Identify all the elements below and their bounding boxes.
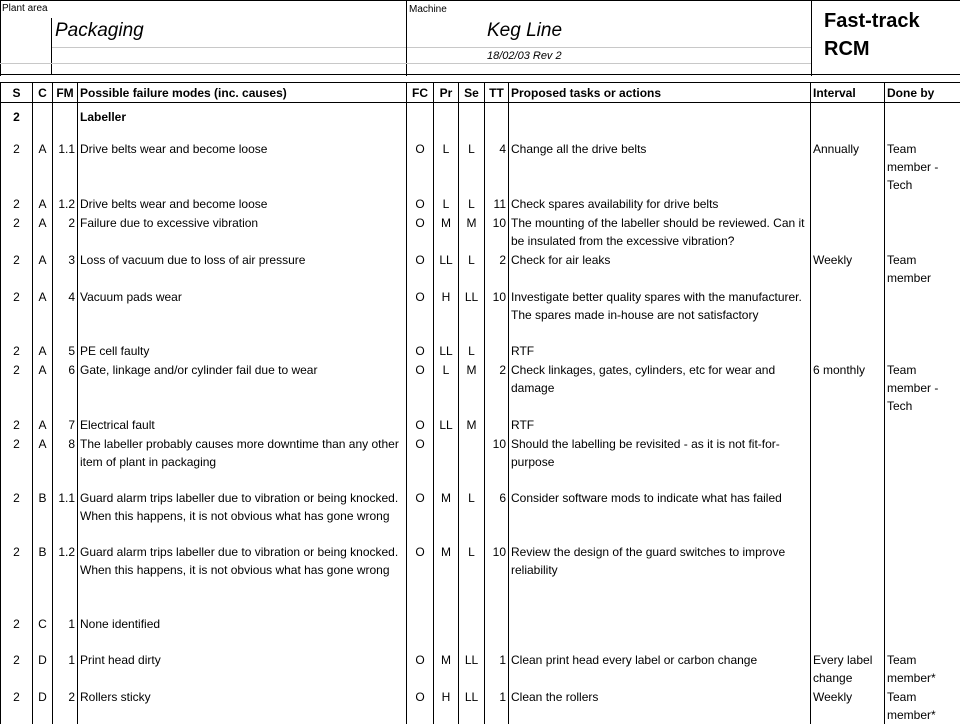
cell-fc: O bbox=[407, 488, 434, 542]
cell-fc: O bbox=[407, 341, 434, 360]
cell-failure-mode: PE cell faulty bbox=[78, 341, 407, 360]
column-header: Possible failure modes (inc. causes) bbox=[78, 83, 407, 103]
cell-done-by bbox=[885, 415, 960, 434]
header-gridline bbox=[0, 63, 811, 64]
cell-fc: O bbox=[407, 434, 434, 488]
cell-c: A bbox=[33, 250, 53, 287]
cell-pr: L bbox=[434, 139, 459, 194]
header-gridline bbox=[52, 47, 406, 48]
column-header: C bbox=[33, 83, 53, 103]
cell-done-by bbox=[885, 614, 960, 650]
cell-tt: 4 bbox=[485, 139, 509, 194]
cell-c: B bbox=[33, 488, 53, 542]
cell-failure-mode: Drive belts wear and become loose bbox=[78, 139, 407, 194]
cell-proposed-task: Check for air leaks bbox=[509, 250, 811, 287]
cell-pr: L bbox=[434, 360, 459, 415]
column-header: Proposed tasks or actions bbox=[509, 83, 811, 103]
table-row bbox=[1, 139, 960, 194]
header-top-border bbox=[0, 0, 960, 1]
cell-fm: 3 bbox=[53, 250, 78, 287]
cell-proposed-task: Review the design of the guard switches to improve reliability bbox=[509, 542, 811, 614]
cell-interval bbox=[811, 542, 885, 614]
cell-failure-mode: Rollers sticky bbox=[78, 687, 407, 724]
cell-proposed-task: Consider software mods to indicate what has failed bbox=[509, 488, 811, 542]
cell-se: M bbox=[459, 415, 485, 434]
cell-failure-mode: Loss of vacuum due to loss of air pressure bbox=[78, 250, 407, 287]
cell-proposed-task: The mounting of the labeller should be reviewed. Can it be insulated from the excessive vibration? bbox=[509, 213, 811, 250]
cell-s: 2 bbox=[1, 687, 33, 724]
column-header: TT bbox=[485, 83, 509, 103]
document-header bbox=[0, 0, 960, 76]
cell-done-by bbox=[885, 194, 960, 213]
cell-interval bbox=[811, 287, 885, 341]
cell-fm: 1.2 bbox=[53, 542, 78, 614]
table-row bbox=[1, 250, 960, 287]
cell-se: L bbox=[459, 194, 485, 213]
cell-fc: O bbox=[407, 139, 434, 194]
table-row bbox=[1, 542, 960, 614]
cell-pr bbox=[434, 614, 459, 650]
cell-tt: 10 bbox=[485, 213, 509, 250]
brand-title-line1: Fast-track bbox=[824, 9, 920, 33]
cell-interval bbox=[811, 415, 885, 434]
plant-area-value: Packaging bbox=[55, 20, 144, 42]
cell-proposed-task: RTF bbox=[509, 415, 811, 434]
cell-proposed-task: Should the labelling be revisited - as it is not fit-for-purpose bbox=[509, 434, 811, 488]
cell-failure-mode: Failure due to excessive vibration bbox=[78, 213, 407, 250]
cell-proposed-task: Clean print head every label or carbon change bbox=[509, 650, 811, 687]
cell-fm: 4 bbox=[53, 287, 78, 341]
cell-s: 2 bbox=[1, 287, 33, 341]
cell-c: A bbox=[33, 287, 53, 341]
cell-done-by bbox=[885, 488, 960, 542]
table-row bbox=[1, 687, 960, 724]
cell-c: A bbox=[33, 434, 53, 488]
cell-failure-mode: Guard alarm trips labeller due to vibration or being knocked. When this happens, it is not obvious what has gone wrong bbox=[78, 542, 407, 614]
cell-tt: 11 bbox=[485, 194, 509, 213]
cell-s: 2 bbox=[1, 488, 33, 542]
cell-fm: 1 bbox=[53, 614, 78, 650]
cell-se: M bbox=[459, 213, 485, 250]
table-row bbox=[1, 434, 960, 488]
cell-fm: 1.1 bbox=[53, 139, 78, 194]
table-row bbox=[1, 194, 960, 213]
cell-c: B bbox=[33, 542, 53, 614]
cell-interval: 6 monthly bbox=[811, 360, 885, 415]
cell-failure-mode: Drive belts wear and become loose bbox=[78, 194, 407, 213]
cell-tt: 1 bbox=[485, 650, 509, 687]
cell-failure-mode: Gate, linkage and/or cylinder fail due to wear bbox=[78, 360, 407, 415]
cell-failure-mode: Guard alarm trips labeller due to vibration or being knocked. When this happens, it is not obvious what has gone wrong bbox=[78, 488, 407, 542]
cell-se: L bbox=[459, 542, 485, 614]
cell-tt: 6 bbox=[485, 488, 509, 542]
cell-interval bbox=[811, 434, 885, 488]
plant-area-label: Plant area bbox=[2, 3, 48, 14]
cell-tt: 1 bbox=[485, 687, 509, 724]
cell-s: 2 bbox=[1, 434, 33, 488]
cell-fm: 8 bbox=[53, 434, 78, 488]
cell-interval: Every label change bbox=[811, 650, 885, 687]
cell-s: 2 bbox=[1, 213, 33, 250]
cell-fm: 5 bbox=[53, 341, 78, 360]
cell-fc: O bbox=[407, 194, 434, 213]
cell-done-by bbox=[885, 287, 960, 341]
cell-se: L bbox=[459, 341, 485, 360]
cell-s: 2 bbox=[1, 250, 33, 287]
cell-s: 2 bbox=[1, 341, 33, 360]
table-row bbox=[1, 341, 960, 360]
cell-se: L bbox=[459, 139, 485, 194]
cell-c: D bbox=[33, 650, 53, 687]
cell-failure-mode: Vacuum pads wear bbox=[78, 287, 407, 341]
header-divider bbox=[811, 0, 812, 76]
cell-c: A bbox=[33, 194, 53, 213]
cell-fc: O bbox=[407, 415, 434, 434]
cell-proposed-task: Check linkages, gates, cylinders, etc for wear and damage bbox=[509, 360, 811, 415]
cell-c: D bbox=[33, 687, 53, 724]
cell-se: LL bbox=[459, 650, 485, 687]
cell-done-by bbox=[885, 542, 960, 614]
cell-s: 2 bbox=[1, 650, 33, 687]
cell-done-by: Team member* bbox=[885, 650, 960, 687]
column-header: Se bbox=[459, 83, 485, 103]
cell-fc bbox=[407, 614, 434, 650]
section-title: Labeller bbox=[78, 103, 407, 139]
cell-pr: L bbox=[434, 194, 459, 213]
column-header: FC bbox=[407, 83, 434, 103]
cell-done-by bbox=[885, 434, 960, 488]
cell-c: A bbox=[33, 139, 53, 194]
column-header: S bbox=[1, 83, 33, 103]
cell-fc: O bbox=[407, 650, 434, 687]
cell-failure-mode: None identified bbox=[78, 614, 407, 650]
cell-se: L bbox=[459, 250, 485, 287]
header-gridline bbox=[407, 47, 811, 48]
cell-proposed-task bbox=[509, 614, 811, 650]
cell-s: 2 bbox=[1, 415, 33, 434]
cell-interval bbox=[811, 213, 885, 250]
cell-proposed-task: Clean the rollers bbox=[509, 687, 811, 724]
cell-pr: M bbox=[434, 542, 459, 614]
cell-se: L bbox=[459, 488, 485, 542]
cell-proposed-task: RTF bbox=[509, 341, 811, 360]
cell-fm: 2 bbox=[53, 213, 78, 250]
cell-tt: 2 bbox=[485, 250, 509, 287]
cell-pr: LL bbox=[434, 250, 459, 287]
cell-interval bbox=[811, 614, 885, 650]
cell-fc: O bbox=[407, 360, 434, 415]
cell-interval bbox=[811, 194, 885, 213]
cell-proposed-task: Check spares availability for drive belts bbox=[509, 194, 811, 213]
cell-pr: M bbox=[434, 488, 459, 542]
cell-c: A bbox=[33, 360, 53, 415]
cell-fm: 6 bbox=[53, 360, 78, 415]
table-body bbox=[1, 103, 960, 724]
cell-fc: O bbox=[407, 687, 434, 724]
cell-interval: Annually bbox=[811, 139, 885, 194]
cell-proposed-task: Change all the drive belts bbox=[509, 139, 811, 194]
cell-tt: 10 bbox=[485, 542, 509, 614]
cell-c: A bbox=[33, 341, 53, 360]
table-row bbox=[1, 287, 960, 341]
cell-interval bbox=[811, 488, 885, 542]
cell-s: 2 bbox=[1, 139, 33, 194]
cell-se bbox=[459, 614, 485, 650]
machine-label: Machine bbox=[409, 4, 447, 15]
cell-tt bbox=[485, 415, 509, 434]
cell-pr: LL bbox=[434, 341, 459, 360]
cell-tt bbox=[485, 614, 509, 650]
column-header: Interval bbox=[811, 83, 885, 103]
cell-s: 2 bbox=[1, 542, 33, 614]
cell-c: A bbox=[33, 415, 53, 434]
header-bottom-border bbox=[0, 74, 960, 75]
table-row bbox=[1, 360, 960, 415]
cell-failure-mode: The labeller probably causes more downtime than any other item of plant in packaging bbox=[78, 434, 407, 488]
cell-pr: H bbox=[434, 287, 459, 341]
cell-pr: M bbox=[434, 650, 459, 687]
header-divider bbox=[406, 0, 407, 76]
cell-s: 2 bbox=[1, 194, 33, 213]
cell-fc: O bbox=[407, 250, 434, 287]
cell-s: 2 bbox=[1, 360, 33, 415]
cell-tt: 10 bbox=[485, 434, 509, 488]
section-number: 2 bbox=[1, 103, 33, 139]
cell-fm: 2 bbox=[53, 687, 78, 724]
column-header-row bbox=[1, 83, 960, 103]
document-date-revision: 18/02/03 Rev 2 bbox=[487, 50, 562, 62]
table-row bbox=[1, 650, 960, 687]
cell-interval bbox=[811, 341, 885, 360]
cell-tt bbox=[485, 341, 509, 360]
cell-done-by bbox=[885, 341, 960, 360]
cell-pr: M bbox=[434, 213, 459, 250]
cell-tt: 10 bbox=[485, 287, 509, 341]
cell-fc: O bbox=[407, 213, 434, 250]
rcm-analysis-table bbox=[0, 82, 960, 724]
cell-pr bbox=[434, 434, 459, 488]
cell-fc: O bbox=[407, 542, 434, 614]
cell-c: A bbox=[33, 213, 53, 250]
cell-interval: Weekly bbox=[811, 687, 885, 724]
cell-fm: 1.1 bbox=[53, 488, 78, 542]
cell-proposed-task: Investigate better quality spares with the manufacturer. The spares made in-house are not satisfactory bbox=[509, 287, 811, 341]
table-row bbox=[1, 213, 960, 250]
cell-se bbox=[459, 434, 485, 488]
cell-s: 2 bbox=[1, 614, 33, 650]
header-divider bbox=[51, 18, 52, 74]
cell-tt: 2 bbox=[485, 360, 509, 415]
column-header: Done by bbox=[885, 83, 960, 103]
column-header: Pr bbox=[434, 83, 459, 103]
cell-se: M bbox=[459, 360, 485, 415]
cell-c: C bbox=[33, 614, 53, 650]
table-row bbox=[1, 415, 960, 434]
cell-failure-mode: Electrical fault bbox=[78, 415, 407, 434]
cell-pr: H bbox=[434, 687, 459, 724]
table-row bbox=[1, 614, 960, 650]
cell-done-by bbox=[885, 213, 960, 250]
column-header: FM bbox=[53, 83, 78, 103]
cell-se: LL bbox=[459, 287, 485, 341]
cell-interval: Weekly bbox=[811, 250, 885, 287]
cell-fm: 7 bbox=[53, 415, 78, 434]
cell-pr: LL bbox=[434, 415, 459, 434]
brand-title-line2: RCM bbox=[824, 37, 870, 61]
header-left-border bbox=[0, 0, 1, 76]
cell-fm: 1 bbox=[53, 650, 78, 687]
cell-done-by: Team member bbox=[885, 250, 960, 287]
cell-done-by: Team member* bbox=[885, 687, 960, 724]
table-row bbox=[1, 488, 960, 542]
cell-failure-mode: Print head dirty bbox=[78, 650, 407, 687]
section-row bbox=[1, 103, 960, 139]
cell-fm: 1.2 bbox=[53, 194, 78, 213]
cell-done-by: Team member - Tech bbox=[885, 139, 960, 194]
cell-se: LL bbox=[459, 687, 485, 724]
cell-done-by: Team member - Tech bbox=[885, 360, 960, 415]
cell-fc: O bbox=[407, 287, 434, 341]
machine-value: Keg Line bbox=[487, 20, 562, 42]
